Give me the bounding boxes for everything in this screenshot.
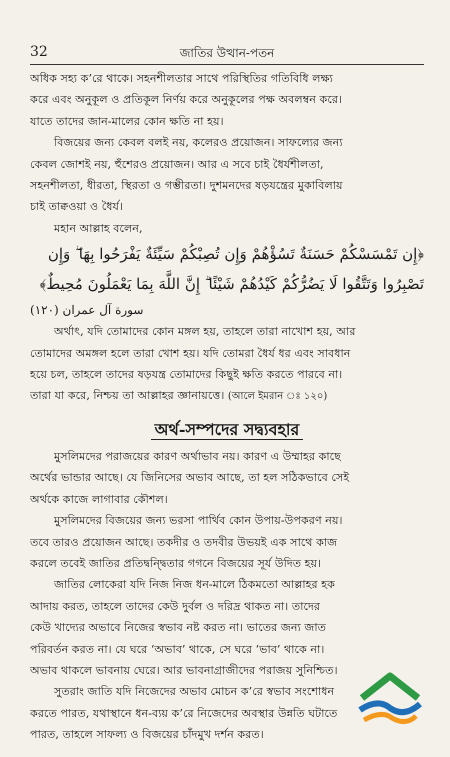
paragraph-1 [30, 68, 424, 132]
logo-wave-orange [364, 714, 416, 721]
quran-reference: (আলে ইমরান ঃ ১২০) [227, 391, 328, 403]
text-line: অর্থের ভান্ডার আছে। যে জিনিসের অভাব আছে, তা হল সঠিকভাবে সেই [30, 471, 350, 485]
translation [30, 321, 424, 408]
page-body [30, 68, 424, 746]
text-line: চাই তাক্বওয়া ও ধৈর্য। [30, 200, 123, 214]
text-line: তবে তারও প্রয়োজন আছে। তকদীর ও তদবীর উভয়ই এক সাথে কাজ [30, 535, 338, 549]
text-line: অভাব থাকলে ভাবনায় ঘেরে। আর ভাবনাগ্রাজীদের পরাজয় সুনিশ্চিত। [30, 663, 338, 677]
text-line: অধিক সহ্য ক’রে থাকে। সহনশীলতার সাথে পরিস্থিতির গতিবিধি লক্ষ্য [30, 72, 333, 85]
page-header [30, 44, 424, 65]
logo-wave-blue [360, 703, 420, 712]
translation-last: তারা যা করে, নিশ্চয় তা আল্লাহর জ্ঞানায়ত্তে। [30, 389, 225, 403]
arabic-line: ﴿إِن تَمْسَسْكُمْ حَسَنَةٌ تَسُؤْهُمْ وَإِن تُصِبْكُمْ سَيِّئَةٌ يَفْرَحُوا بِهَا ۖ وَإِن [47, 245, 424, 264]
text-line: যাতে তাদের জান-মালের কোন ক্ষতি না হয়। [30, 114, 224, 128]
surah-reference: سورة آل عمران (١٢٠) [30, 303, 144, 318]
text-line: সহনশীলতা, ধীরতা, স্থিরতা ও গম্ভীরতা। দুশমনদের ষড়যন্ত্রের মুকাবিলায় [30, 179, 343, 193]
text-line: বিজয়ের জন্য কেবল বলই নয়, কলেরও প্রয়োজন। সাফল্যের জন্য [54, 136, 343, 150]
allah-says: মহান আল্লাহ বলেন, [54, 221, 143, 235]
text-line: করতে পারত, যথাস্থানে ধন-ব্যয় ক’রে নিজেদের অবস্থার উন্নতি ঘটাতে [30, 706, 338, 720]
text-line: মুসলিমদের পরাজয়ের কারণ অর্থাভাব নয়। কারণ এ উম্মাহর কাছে [54, 449, 341, 463]
arabic-line: تَصْبِرُوا وَتَتَّقُوا لَا يَضُرُّكُمْ كَيْدُهُمْ شَيْئًا ۗ إِنَّ اللَّهَ بِمَا يَعْمَلُونَ مُحِيطٌ﴾ [39, 275, 424, 294]
arabic-verse [30, 239, 424, 321]
text-line: জাতির লোকেরা যদি নিজ নিজ ধন-মালে ঠিকমতো আল্লাহর হক [54, 578, 335, 592]
text-line: সুতরাং জাতি যদি নিজেদের অভাব মোচন ক’রে স্বভাব সংশোধন [54, 685, 335, 699]
text-line: অর্থাৎ, যদি তোমাদের কোন মঙ্গল হয়, তাহলে তারা নাখোশ হয়, আর [54, 325, 356, 339]
text-line: অর্থকে কাজে লাগাবার কৌশল। [30, 492, 168, 506]
paragraph-2 [30, 132, 424, 218]
text-line: আদায় করত, তাহলে তাদের কেউ দুর্বল ও দরিদ্র থাকত না। তাদের [30, 599, 320, 613]
text-line: কেউ খাদ্যের অভাবে নিজের স্বভাব নষ্ট করত না। ভাতের জন্য জাত [30, 621, 327, 635]
running-title: জাতির উত্থান-পতন [179, 46, 275, 60]
arabic-source [30, 299, 424, 321]
text-line: হয়ে চল, তাহলে তাদের ষড়যন্ত্র তোমাদের কিছুই ক্ষতি করতে পারবে না। [30, 368, 343, 382]
logo-roof [362, 676, 418, 698]
text-line: করে এবং অনুকূল ও প্রতিকূল নির্ণয় করে অনুকূলের পক্ষ অবলম্বন করে। [30, 93, 343, 107]
paragraph-4 [30, 510, 424, 574]
text-line [30, 385, 424, 407]
text-line: তোমাদের অমঙ্গল হলে তারা খোশ হয়। যদি তোমরা ধৈর্য ধর এবং সাবধান [30, 346, 351, 360]
publisher-logo-icon [354, 668, 426, 728]
paragraph-5 [30, 574, 424, 681]
page-number: 32 [30, 44, 48, 60]
text-line: মুসলিমদের বিজয়ের জন্য ভরসা পার্থিব কোন উপায়-উপকরণ নয়। [54, 514, 343, 528]
section-heading: অর্থ-সম্পদের সদ্ব্যবহার [30, 418, 424, 442]
text-line: পরিবর্তন করত না। যে ঘরে ‘অভাব’ থাকে, সে ঘরে ‘ভাব’ থাকে না। [30, 642, 325, 656]
text-line: করলে তবেই জাতির প্রতিদ্বন্দ্বিতার গগনে বিজয়ের সূর্য উদিত হয়। [30, 556, 322, 570]
paragraph-3 [30, 446, 424, 510]
text-line: কেবল জোশই নয়, হুঁশেরও প্রয়োজন। আর এ সবে চাই ধৈর্যশীলতা, [30, 157, 324, 171]
text-line: পারত, তাহলে সাফল্য ও বিজয়ের চাঁদমুখ দর্শন করত। [30, 728, 264, 742]
